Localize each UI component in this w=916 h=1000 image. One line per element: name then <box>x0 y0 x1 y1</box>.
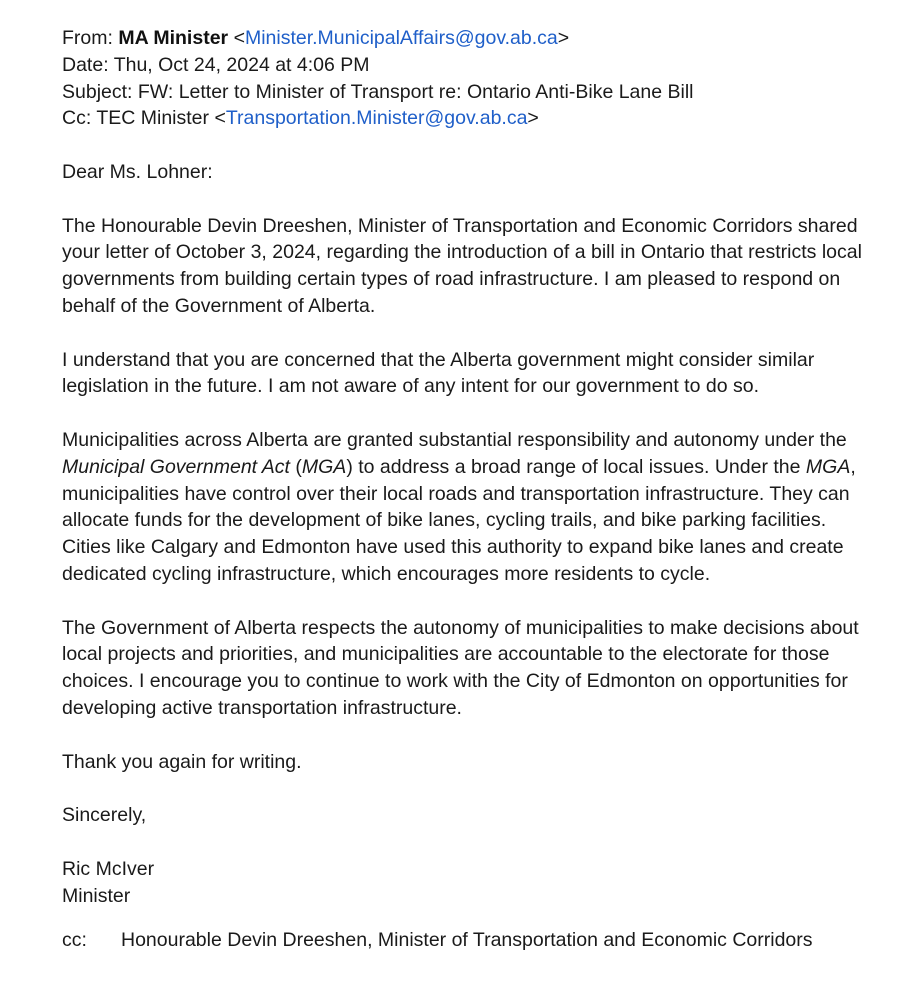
subject-line <box>62 79 876 106</box>
p3-part-c: ) to address a broad range of local issues. Under the <box>346 455 806 478</box>
date-line <box>62 52 876 79</box>
p3-part-a: Municipalities across Alberta are granted substantial responsibility and autonomy under the <box>62 428 847 451</box>
cc-header-name: TEC Minister <box>96 107 210 130</box>
email-header <box>62 25 876 132</box>
mga-abbrev-2: MGA <box>805 455 851 478</box>
signer-title: Minister <box>62 884 131 907</box>
subject-value: FW: Letter to Minister of Transport re: Ontario Anti-Bike Lane Bill <box>137 80 694 103</box>
paragraph-5: Thank you again for writing. <box>62 750 302 773</box>
salutation: Dear Ms. Lohner: <box>62 160 213 183</box>
cc-lt: < <box>214 107 226 130</box>
from-lt: < <box>233 27 245 49</box>
signer-name: Ric McIver <box>62 857 155 880</box>
closing: Sincerely, <box>62 804 147 827</box>
act-title: Municipal Government Act <box>62 455 290 478</box>
cc-header-label: Cc: <box>62 107 92 130</box>
cc-gt: > <box>527 107 539 130</box>
paragraph-1: The Honourable Devin Dreeshen, Minister of Transportation and Economic Corridors shared your letter of October 3, 2024, regarding the introduction of a bill in Ontario that restricts local governments from building certain types of road infrastructure. I am pleased to respond on behalf of the Government of Alberta. <box>62 214 862 317</box>
p3-part-d: , municipalities have control over their local roads and transportation infrastructure. They can allocate funds for the development of bike lanes, cycling trails, and bike parking facilities. Cities like Calgary and Edmonton have used this authority to expand bike lanes and create dedicated cycling infrastructure, which encourages more residents to cycle. <box>62 455 856 585</box>
sender-email-link[interactable]: Minister.MunicipalAffairs@gov.ab.ca <box>244 27 558 49</box>
paragraph-4: The Government of Alberta respects the autonomy of municipalities to make decisions about local projects and priorities, and municipalities are accountable to the electorate for those choices. I encourage you to continue to work with the City of Edmonton on opportunities for developing active transportation infrastructure. <box>62 616 859 719</box>
letter-body <box>62 159 876 954</box>
letter-cc-row <box>62 927 876 954</box>
subject-label: Subject: <box>62 80 133 103</box>
from-label: From: <box>62 27 113 49</box>
sender-name: MA Minister <box>118 27 229 49</box>
date-label: Date: <box>62 53 109 76</box>
from-gt: > <box>557 27 570 49</box>
cc-header-line <box>62 105 876 132</box>
letter-cc-value: Honourable Devin Dreeshen, Minister of Transportation and Economic Corridors <box>121 929 813 952</box>
p3-part-b: ( <box>289 455 302 478</box>
signature-block <box>62 856 876 910</box>
paragraph-2: I understand that you are concerned that the Alberta government might consider similar legislation in the future. I am not aware of any intent for our government to do so. <box>62 348 815 398</box>
letter-cc-label: cc: <box>62 929 87 952</box>
date-value: Thu, Oct 24, 2024 at 4:06 PM <box>113 53 370 76</box>
mga-abbrev-1: MGA <box>301 455 347 478</box>
paragraph-3 <box>62 427 876 588</box>
cc-email-link[interactable]: Transportation.Minister@gov.ab.ca <box>225 107 528 130</box>
from-line <box>62 25 876 52</box>
